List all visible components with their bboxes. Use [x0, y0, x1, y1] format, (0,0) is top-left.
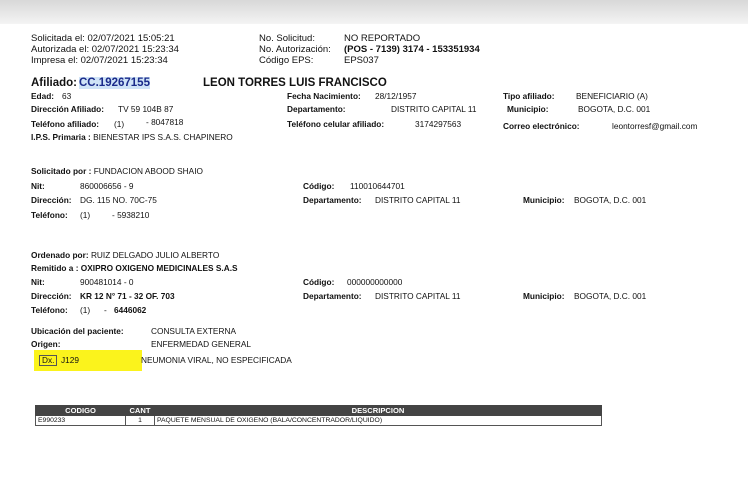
ordenado-departamento-value: DISTRITO CAPITAL 11	[375, 291, 461, 301]
fecha-nac-value: 28/12/1957	[375, 91, 417, 101]
dx-code: J129	[61, 355, 79, 365]
telefono-afiliado-value: - 8047818	[146, 117, 184, 127]
dx-description: NEUMONIA VIRAL, NO ESPECIFICADA	[141, 355, 292, 365]
solicitado-telefono-label: Teléfono:	[31, 210, 68, 220]
col-descripcion: DESCRIPCION	[155, 406, 602, 416]
ordenado-direccion-label: Dirección:	[31, 291, 72, 301]
ordenado-value: RUIZ DELGADO JULIO ALBERTO	[90, 250, 220, 260]
ordenado-nit-value: 900481014 - 0	[80, 277, 134, 287]
ubicacion-value: CONSULTA EXTERNA	[151, 326, 236, 336]
solicitado-direccion-value: DG. 115 NO. 70C-75	[80, 195, 157, 205]
no-solicitud-value: NO REPORTADO	[344, 33, 421, 44]
ordenado-codigo-value: 000000000000	[347, 277, 403, 287]
afiliado-nombre: LEON TORRES LUIS FRANCISCO	[203, 77, 387, 89]
tipo-afiliado-value: BENEFICIARIO (A)	[576, 91, 648, 101]
ordenado-label: Ordenado por:	[31, 250, 89, 260]
solicitado-telefono-value: - 5938210	[112, 210, 150, 220]
fecha-impresa: Impresa el: 02/07/2021 15:23:34	[31, 55, 168, 66]
correo-value[interactable]: leontorresf@gmail.com	[612, 121, 698, 131]
row-codigo: E990233	[36, 416, 126, 426]
direccion-afiliado-label: Dirección Afiliado:	[31, 104, 104, 114]
remitido-value: OXIPRO OXIGENO MEDICINALES S.A.S	[80, 263, 238, 273]
codigo-eps-value: EPS037	[344, 55, 379, 66]
direccion-afiliado-value: TV 59 104B 87	[118, 104, 174, 114]
solicitado-label: Solicitado por :	[31, 166, 92, 176]
solicitado-codigo-label: Código:	[303, 181, 335, 191]
solicitado-municipio-value: BOGOTA, D.C. 001	[574, 195, 647, 205]
ordenado-departamento-label: Departamento:	[303, 291, 362, 301]
celular-value: 3174297563	[415, 119, 462, 129]
ordenado-telefono-ind: (1)	[80, 305, 91, 315]
solicitado-nit-value: 860006656 - 9	[80, 181, 134, 191]
departamento-afiliado-value: DISTRITO CAPITAL 11	[391, 104, 477, 114]
origen-label: Origen:	[31, 339, 61, 349]
no-autorizacion-label: No. Autorización:	[259, 44, 331, 55]
solicitado-value: FUNDACION ABOOD SHAIO	[93, 166, 203, 176]
fecha-nac-label: Fecha Nacimiento:	[287, 91, 361, 101]
ordenado-telefono-value: 6446062	[114, 305, 147, 315]
items-table	[35, 405, 602, 426]
ordenado-telefono-label: Teléfono:	[31, 305, 68, 315]
afiliado-label: Afiliado:	[31, 77, 77, 89]
solicitado-nit-label: Nit:	[31, 181, 45, 191]
solicitado-departamento-label: Departamento:	[303, 195, 362, 205]
edad-value: 63	[62, 91, 72, 101]
dx-label: Dx.	[39, 355, 57, 366]
celular-label: Teléfono celular afiliado:	[287, 119, 385, 129]
col-cant: CANT	[126, 406, 155, 416]
afiliado-id[interactable]: CC.19267155	[79, 77, 150, 89]
ubicacion-label: Ubicación del paciente:	[31, 326, 124, 336]
ips-value: BIENESTAR IPS S.A.S. CHAPINERO	[93, 132, 233, 142]
remitido-label: Remitido a :	[31, 263, 79, 273]
solicitado-direccion-label: Dirección:	[31, 195, 72, 205]
no-solicitud-label: No. Solicitud:	[259, 33, 315, 44]
departamento-afiliado-label: Departamento:	[287, 104, 346, 114]
municipio-afiliado-label: Municipio:	[507, 104, 549, 114]
solicitado-codigo-value: 110010644701	[350, 181, 405, 191]
solicitado-departamento-value: DISTRITO CAPITAL 11	[375, 195, 461, 205]
codigo-eps-label: Código EPS:	[259, 55, 314, 66]
telefono-afiliado-ind: (1)	[114, 119, 125, 129]
fecha-autorizada: Autorizada el: 02/07/2021 15:23:34	[31, 44, 179, 55]
ordenado-codigo-label: Código:	[303, 277, 335, 287]
ordenado-nit-label: Nit:	[31, 277, 45, 287]
row-descripcion: PAQUETE MENSUAL DE OXIGENO (BALA/CONCENTRADOR/LIQUIDO)	[155, 416, 602, 426]
fecha-solicitada: Solicitada el: 02/07/2021 15:05:21	[31, 33, 175, 44]
solicitado-municipio-label: Municipio:	[523, 195, 565, 205]
table-row	[36, 416, 602, 426]
ips-label: I.P.S. Primaria :	[31, 132, 91, 142]
ordenado-municipio-value: BOGOTA, D.C. 001	[574, 291, 647, 301]
edad-label: Edad:	[31, 91, 55, 101]
row-cant: 1	[126, 416, 155, 426]
correo-label: Correo electrónico:	[503, 121, 580, 131]
origen-value: ENFERMEDAD GENERAL	[151, 339, 252, 349]
solicitado-telefono-ind: (1)	[80, 210, 91, 220]
viewer-top-bar	[0, 0, 748, 24]
col-codigo: CODIGO	[36, 406, 126, 416]
tipo-afiliado-label: Tipo afiliado:	[503, 91, 555, 101]
no-autorizacion-value: (POS - 7139) 3174 - 153351934	[344, 44, 480, 55]
ordenado-direccion-value: KR 12 N° 71 - 32 OF. 703	[80, 291, 175, 301]
municipio-afiliado-value: BOGOTA, D.C. 001	[578, 104, 651, 114]
ordenado-municipio-label: Municipio:	[523, 291, 565, 301]
telefono-afiliado-label: Teléfono afiliado:	[31, 119, 100, 129]
